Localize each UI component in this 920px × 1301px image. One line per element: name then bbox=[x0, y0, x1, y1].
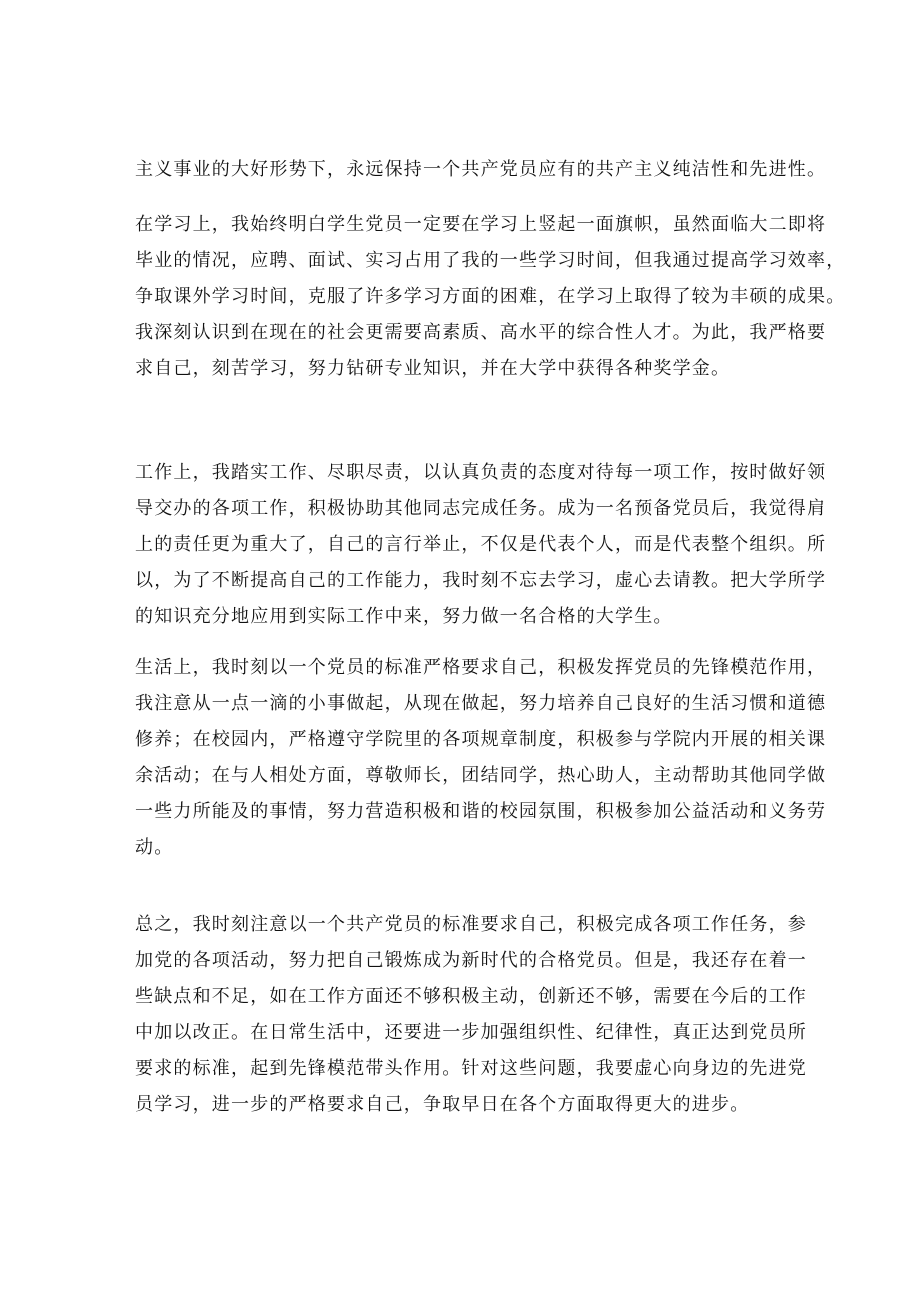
text-line: 争取课外学习时间，克服了许多学习方面的困难，在学习上取得了较为丰硕的成果。 bbox=[135, 286, 846, 307]
text-line: 我注意从一点一滴的小事做起，从现在做起，努力培养自己良好的生活习惯和道德 bbox=[135, 693, 827, 714]
text-line: 主义事业的大好形势下，永远保持一个共产党员应有的共产主义纯洁性和先进性。 bbox=[135, 159, 827, 180]
text-line: 些缺点和不足，如在工作方面还不够积极主动，创新还不够，需要在今后的工作 bbox=[135, 986, 807, 1007]
text-line: 上的责任更为重大了，自己的言行举止，不仅是代表个人，而是代表整个组织。所 bbox=[135, 534, 827, 555]
paragraph-life bbox=[135, 650, 855, 866]
text-line: 员学习，进一步的严格要求自己，争取早日在各个方面取得更大的进步。 bbox=[135, 1094, 750, 1115]
text-line: 以，为了不断提高自己的工作能力，我时刻不忘去学习，虚心去请教。把大学所学 bbox=[135, 570, 827, 591]
text-line: 导交办的各项工作，积极协助其他同志完成任务。成为一名预备党员后，我觉得肩 bbox=[135, 498, 827, 519]
text-line: 毕业的情况，应聘、面试、实习占用了我的一些学习时间，但我通过提高学习效率， bbox=[135, 250, 846, 271]
text-line: 要求的标准，起到先锋模范带头作用。针对这些问题，我要虚心向身边的先进党 bbox=[135, 1058, 807, 1079]
text-line: 一些力所能及的事情，努力营造积极和谐的校园氛围，积极参加公益活动和义务劳 bbox=[135, 801, 827, 822]
text-line: 工作上，我踏实工作、尽职尽责，以认真负责的态度对待每一项工作，按时做好领 bbox=[135, 462, 827, 483]
text-line: 余活动；在与人相处方面，尊敬师长，团结同学，热心助人，主动帮助其他同学做 bbox=[135, 765, 827, 786]
text-line: 中加以改正。在日常生活中，还要进一步加强组织性、纪律性，真正达到党员所 bbox=[135, 1022, 807, 1043]
text-line: 在学习上，我始终明白学生党员一定要在学习上竖起一面旗帜，虽然面临大二即将 bbox=[135, 214, 827, 235]
text-line: 的知识充分地应用到实际工作中来，努力做一名合格的大学生。 bbox=[135, 606, 673, 627]
text-line: 加党的各项活动，努力把自己锻炼成为新时代的合格党员。但是，我还存在着一 bbox=[135, 950, 807, 971]
text-line: 生活上，我时刻以一个党员的标准严格要求自己，积极发挥党员的先锋模范作用， bbox=[135, 657, 827, 678]
text-line: 动。 bbox=[135, 837, 174, 858]
paragraph-continuation bbox=[135, 152, 855, 188]
text-line: 修养；在校园内，严格遵守学院里的各项规章制度，积极参与学院内开展的相关课 bbox=[135, 729, 827, 750]
text-line: 总之，我时刻注意以一个共产党员的标准要求自己，积极完成各项工作任务，参 bbox=[135, 914, 807, 935]
text-line: 我深刻认识到在现在的社会更需要高素质、高水平的综合性人才。为此，我严格要 bbox=[135, 322, 827, 343]
paragraph-study bbox=[135, 207, 855, 387]
text-line: 求自己，刻苦学习，努力钻研专业知识，并在大学中获得各种奖学金。 bbox=[135, 358, 731, 379]
paragraph-summary bbox=[135, 907, 855, 1123]
paragraph-work bbox=[135, 455, 855, 635]
